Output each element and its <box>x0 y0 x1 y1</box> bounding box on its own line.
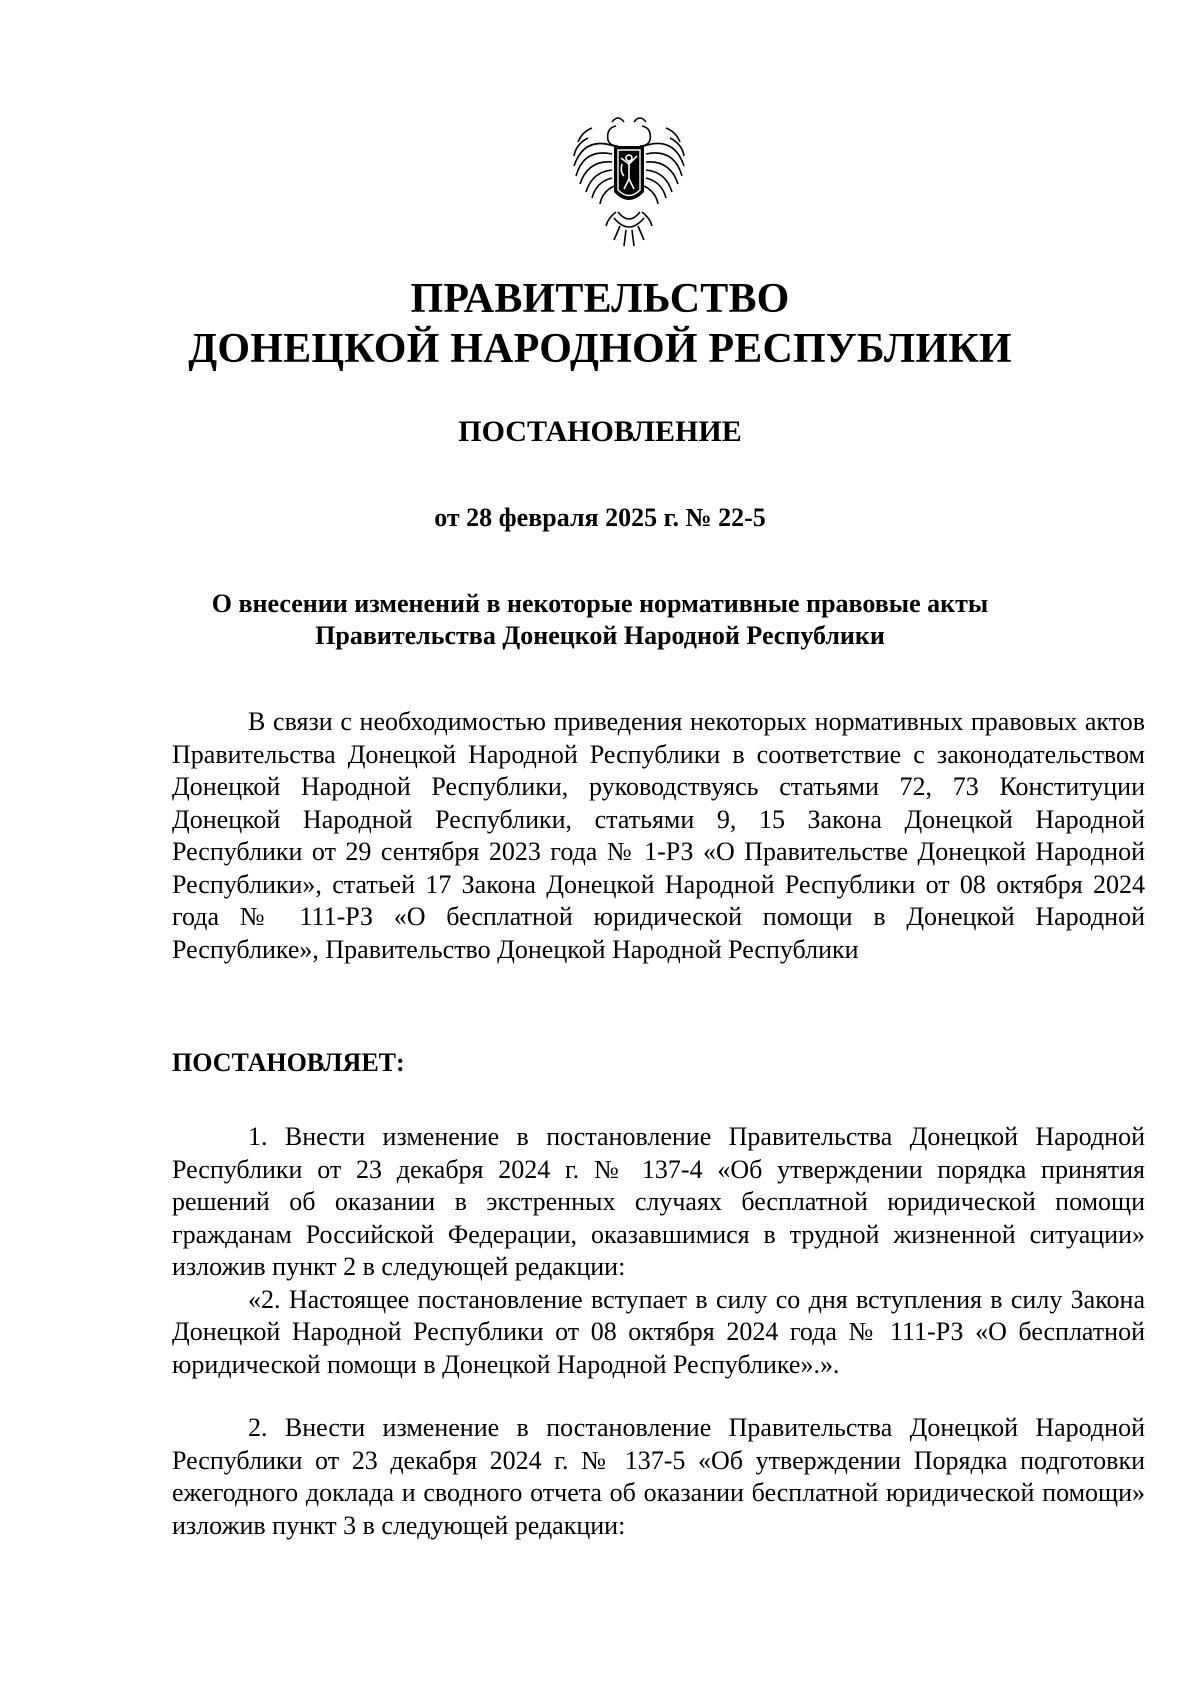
organization-title-line1: ПРАВИТЕЛЬСТВО <box>410 276 790 322</box>
preamble <box>172 706 1145 966</box>
document-subject-line1: О внесении изменений в некоторые нормативные правовые акты <box>211 589 989 618</box>
decree-item-2 <box>172 1412 1145 1542</box>
document-type: ПОСТАНОВЛЕНИЕ <box>458 415 742 448</box>
document-subject <box>0 588 1200 652</box>
decree-item-1-text: 1. Внести изменение в постановление Правительства Донецкой Народной Республики от 23 декабря 2024 г. № 137-4 «Об утверждении порядка принятия решений об оказании в экстренных случаях бесплатной юридической помощи гражданам Российской Федерации, оказавшимися в трудной жизненной ситуации» изложив пункт 2 в следующей редакции: <box>172 1122 1145 1281</box>
decree-word: ПОСТАНОВЛЯЕТ: <box>172 1048 405 1077</box>
document-subject-line2: Правительства Донецкой Народной Республики <box>315 621 885 650</box>
decree-item-1 <box>172 1121 1145 1381</box>
decree-item-1-quote: «2. Настоящее постановление вступает в силу со дня вступления в силу Закона Донецкой Народной Республики от 08 октября 2024 года № 111-РЗ «О бесплатной юридической помощи в Донецкой Народной Республике».». <box>172 1284 1145 1379</box>
organization-title-line2: ДОНЕЦКОЙ НАРОДНОЙ РЕСПУБЛИКИ <box>188 326 1012 372</box>
preamble-paragraph: В связи с необходимостью приведения некоторых нормативных правовых актов Правительства Донецкой Народной Республики в соответствие с законодательством Донецкой Народной Республики, руководствуясь статьями 72, 73 Конституции Донецкой Народной Республики, статьями 9, 15 Закона Донецкой Народной Республики от 29 сентября 2023 года № 1-РЗ «О Правительстве Донецкой Народной Республики», статьей 17 Закона Донецкой Народной Республики от 08 октября 2024 года № 111-РЗ «О бесплатной юридической помощи в Донецкой Народной Республике», Правительство Донецкой Народной Республики <box>172 707 1145 964</box>
organization-title <box>0 274 1200 374</box>
document-date-number: от 28 февраля 2025 г. № 22-5 <box>434 503 766 532</box>
decree-item-2-text: 2. Внести изменение в постановление Правительства Донецкой Народной Республики от 23 декабря 2024 г. № 137-5 «Об утверждении Порядка подготовки ежегодного доклада и сводного отчета об оказании бесплатной юридической помощи» изложив пункт 3 в следующей редакции: <box>172 1413 1145 1540</box>
coat-of-arms-icon <box>568 112 690 258</box>
